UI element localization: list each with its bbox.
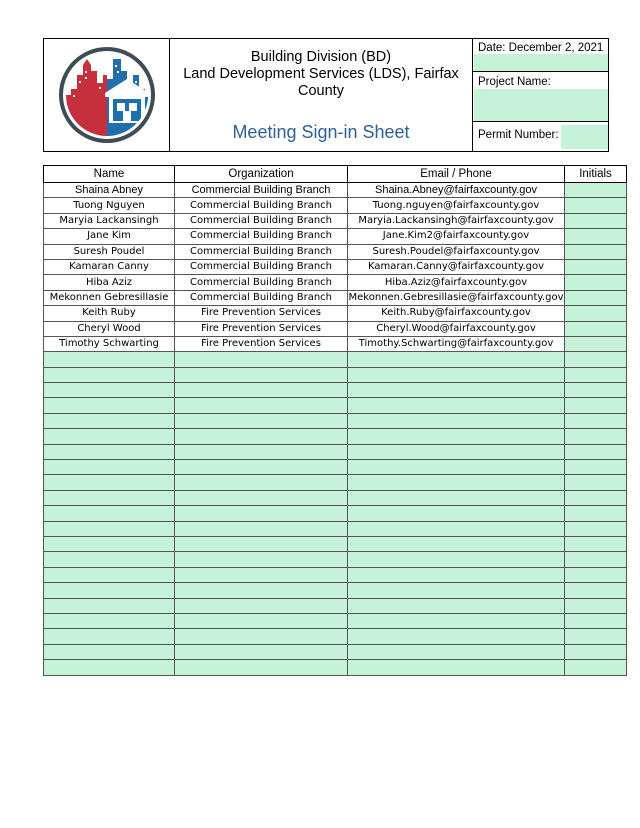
column-header-organization: Organization (175, 166, 348, 183)
name-cell: Kamaran Canny (44, 259, 175, 274)
email-cell[interactable] (348, 552, 565, 567)
email-cell[interactable] (348, 398, 565, 413)
initials-cell[interactable] (565, 352, 627, 367)
email-cell[interactable] (348, 644, 565, 659)
organization-cell[interactable] (175, 475, 348, 490)
organization-cell: Commercial Building Branch (175, 229, 348, 244)
email-cell[interactable] (348, 429, 565, 444)
name-cell[interactable] (44, 475, 175, 490)
blank-row (44, 521, 627, 536)
initials-cell[interactable] (565, 598, 627, 613)
initials-cell[interactable] (565, 398, 627, 413)
name-cell[interactable] (44, 521, 175, 536)
initials-cell[interactable] (565, 183, 627, 198)
blank-row (44, 567, 627, 582)
name-cell: Tuong Nguyen (44, 198, 175, 213)
email-cell[interactable] (348, 460, 565, 475)
project-name-field[interactable] (474, 89, 608, 121)
info-cell (473, 39, 609, 151)
organization-cell: Commercial Building Branch (175, 198, 348, 213)
project-name-label: Project Name: (478, 76, 551, 88)
column-header-email-phone: Email / Phone (348, 166, 565, 183)
email-cell: Hiba.Aziz@fairfaxcounty.gov (348, 275, 565, 290)
fairfax-county-logo (57, 45, 157, 145)
email-cell[interactable] (348, 598, 565, 613)
organization-cell[interactable] (175, 521, 348, 536)
name-cell[interactable] (44, 383, 175, 398)
initials-cell[interactable] (565, 229, 627, 244)
organization-cell[interactable] (175, 367, 348, 382)
blank-row (44, 398, 627, 413)
name-cell: Suresh Poudel (44, 244, 175, 259)
email-cell[interactable] (348, 629, 565, 644)
email-cell[interactable] (348, 660, 565, 675)
initials-cell[interactable] (565, 644, 627, 659)
table-row (44, 183, 627, 198)
initials-cell[interactable] (565, 213, 627, 228)
organization-cell[interactable] (175, 460, 348, 475)
blank-row (44, 352, 627, 367)
initials-cell[interactable] (565, 321, 627, 336)
blank-row (44, 536, 627, 551)
organization-cell: Commercial Building Branch (175, 275, 348, 290)
initials-cell[interactable] (565, 306, 627, 321)
organization-cell: Fire Prevention Services (175, 336, 348, 351)
organization-cell[interactable] (175, 660, 348, 675)
initials-cell[interactable] (565, 629, 627, 644)
sheet-header (43, 38, 609, 152)
blank-row (44, 475, 627, 490)
initials-cell[interactable] (565, 383, 627, 398)
name-cell: Timothy Schwarting (44, 336, 175, 351)
date-field[interactable] (474, 54, 608, 71)
email-cell[interactable] (348, 444, 565, 459)
email-cell[interactable] (348, 536, 565, 551)
table-row (44, 229, 627, 244)
column-header-initials: Initials (565, 166, 627, 183)
email-cell[interactable] (348, 383, 565, 398)
blank-row (44, 629, 627, 644)
blank-row (44, 490, 627, 505)
name-cell[interactable] (44, 352, 175, 367)
organization-cell: Commercial Building Branch (175, 213, 348, 228)
table-row (44, 244, 627, 259)
initials-cell[interactable] (565, 506, 627, 521)
organization-cell[interactable] (175, 398, 348, 413)
blank-row (44, 613, 627, 628)
email-cell: Kamaran.Canny@fairfaxcounty.gov (348, 259, 565, 274)
name-cell[interactable] (44, 536, 175, 551)
table-row (44, 198, 627, 213)
initials-cell[interactable] (565, 613, 627, 628)
email-cell: Maryia.Lackansingh@fairfaxcounty.gov (348, 213, 565, 228)
name-cell[interactable] (44, 629, 175, 644)
email-cell: Keith.Ruby@fairfaxcounty.gov (348, 306, 565, 321)
organization-cell[interactable] (175, 506, 348, 521)
blank-row (44, 413, 627, 428)
blank-row (44, 367, 627, 382)
organization-cell[interactable] (175, 629, 348, 644)
blank-row (44, 460, 627, 475)
name-cell: Cheryl Wood (44, 321, 175, 336)
name-cell[interactable] (44, 367, 175, 382)
name-cell[interactable] (44, 552, 175, 567)
permit-row (473, 122, 609, 151)
initials-cell[interactable] (565, 567, 627, 582)
initials-cell[interactable] (565, 336, 627, 351)
blank-row (44, 644, 627, 659)
name-cell[interactable] (44, 490, 175, 505)
table-row (44, 306, 627, 321)
sign-in-table (43, 165, 627, 676)
date-row (473, 39, 609, 72)
date-label: Date: December 2, 2021 (478, 42, 604, 54)
county-title: County (298, 83, 344, 99)
permit-number-label: Permit Number: (478, 129, 559, 141)
organization-cell[interactable] (175, 583, 348, 598)
name-cell[interactable] (44, 583, 175, 598)
organization-cell[interactable] (175, 352, 348, 367)
email-cell: Mekonnen.Gebresillasie@fairfaxcounty.gov (348, 290, 565, 305)
name-cell: Keith Ruby (44, 306, 175, 321)
email-cell: Cheryl.Wood@fairfaxcounty.gov (348, 321, 565, 336)
email-cell[interactable] (348, 583, 565, 598)
email-cell: Tuong.nguyen@fairfaxcounty.gov (348, 198, 565, 213)
organization-cell: Commercial Building Branch (175, 290, 348, 305)
initials-cell[interactable] (565, 521, 627, 536)
permit-number-field[interactable] (561, 125, 608, 149)
initials-cell[interactable] (565, 583, 627, 598)
column-header-name: Name (44, 166, 175, 183)
name-cell[interactable] (44, 567, 175, 582)
name-cell[interactable] (44, 444, 175, 459)
name-cell[interactable] (44, 644, 175, 659)
organization-cell: Commercial Building Branch (175, 244, 348, 259)
blank-row (44, 660, 627, 675)
initials-cell[interactable] (565, 290, 627, 305)
organization-cell[interactable] (175, 383, 348, 398)
table-row (44, 290, 627, 305)
organization-cell: Commercial Building Branch (175, 183, 348, 198)
organization-cell: Commercial Building Branch (175, 259, 348, 274)
organization-cell[interactable] (175, 536, 348, 551)
organization-cell[interactable] (175, 613, 348, 628)
initials-cell[interactable] (565, 460, 627, 475)
initials-cell[interactable] (565, 660, 627, 675)
initials-cell[interactable] (565, 444, 627, 459)
table-row (44, 259, 627, 274)
name-cell: Jane Kim (44, 229, 175, 244)
blank-row (44, 506, 627, 521)
email-cell[interactable] (348, 506, 565, 521)
name-cell: Maryia Lackansingh (44, 213, 175, 228)
organization-cell[interactable] (175, 490, 348, 505)
initials-cell[interactable] (565, 429, 627, 444)
initials-cell[interactable] (565, 244, 627, 259)
email-cell[interactable] (348, 567, 565, 582)
table-row (44, 321, 627, 336)
organization-cell[interactable] (175, 552, 348, 567)
project-row (473, 72, 609, 122)
initials-cell[interactable] (565, 536, 627, 551)
initials-cell[interactable] (565, 475, 627, 490)
name-cell[interactable] (44, 398, 175, 413)
name-cell[interactable] (44, 413, 175, 428)
organization-cell: Fire Prevention Services (175, 321, 348, 336)
title-cell (170, 39, 473, 151)
name-cell: Mekonnen Gebresillasie (44, 290, 175, 305)
organization-cell[interactable] (175, 413, 348, 428)
organization-cell: Fire Prevention Services (175, 306, 348, 321)
initials-cell[interactable] (565, 367, 627, 382)
email-cell[interactable] (348, 413, 565, 428)
email-cell[interactable] (348, 613, 565, 628)
table-header-row (44, 166, 627, 183)
division-title: Building Division (BD) (250, 49, 392, 65)
organization-cell[interactable] (175, 644, 348, 659)
name-cell: Shaina Abney (44, 183, 175, 198)
blank-row (44, 552, 627, 567)
email-cell: Timothy.Schwarting@fairfaxcounty.gov (348, 336, 565, 351)
table-row (44, 336, 627, 351)
blank-row (44, 444, 627, 459)
email-cell[interactable] (348, 521, 565, 536)
email-cell[interactable] (348, 367, 565, 382)
email-cell: Shaina.Abney@fairfaxcounty.gov (348, 183, 565, 198)
name-cell[interactable] (44, 660, 175, 675)
organization-cell[interactable] (175, 429, 348, 444)
email-cell: Jane.Kim2@fairfaxcounty.gov (348, 229, 565, 244)
blank-row (44, 583, 627, 598)
department-title: Land Development Services (LDS), Fairfax (183, 66, 459, 82)
blank-row (44, 429, 627, 444)
initials-cell[interactable] (565, 552, 627, 567)
organization-cell[interactable] (175, 567, 348, 582)
initials-cell[interactable] (565, 275, 627, 290)
initials-cell[interactable] (565, 198, 627, 213)
initials-cell[interactable] (565, 259, 627, 274)
name-cell: Hiba Aziz (44, 275, 175, 290)
initials-cell[interactable] (565, 413, 627, 428)
email-cell[interactable] (348, 490, 565, 505)
initials-cell[interactable] (565, 490, 627, 505)
blank-row (44, 383, 627, 398)
logo-cell (44, 39, 170, 151)
name-cell[interactable] (44, 506, 175, 521)
email-cell[interactable] (348, 352, 565, 367)
sheet-subtitle: Meeting Sign-in Sheet (232, 122, 410, 142)
email-cell: Suresh.Poudel@fairfaxcounty.gov (348, 244, 565, 259)
name-cell[interactable] (44, 429, 175, 444)
table-row (44, 275, 627, 290)
organization-cell[interactable] (175, 444, 348, 459)
blank-row (44, 598, 627, 613)
organization-cell[interactable] (175, 598, 348, 613)
name-cell[interactable] (44, 598, 175, 613)
name-cell[interactable] (44, 613, 175, 628)
name-cell[interactable] (44, 460, 175, 475)
email-cell[interactable] (348, 475, 565, 490)
table-row (44, 213, 627, 228)
